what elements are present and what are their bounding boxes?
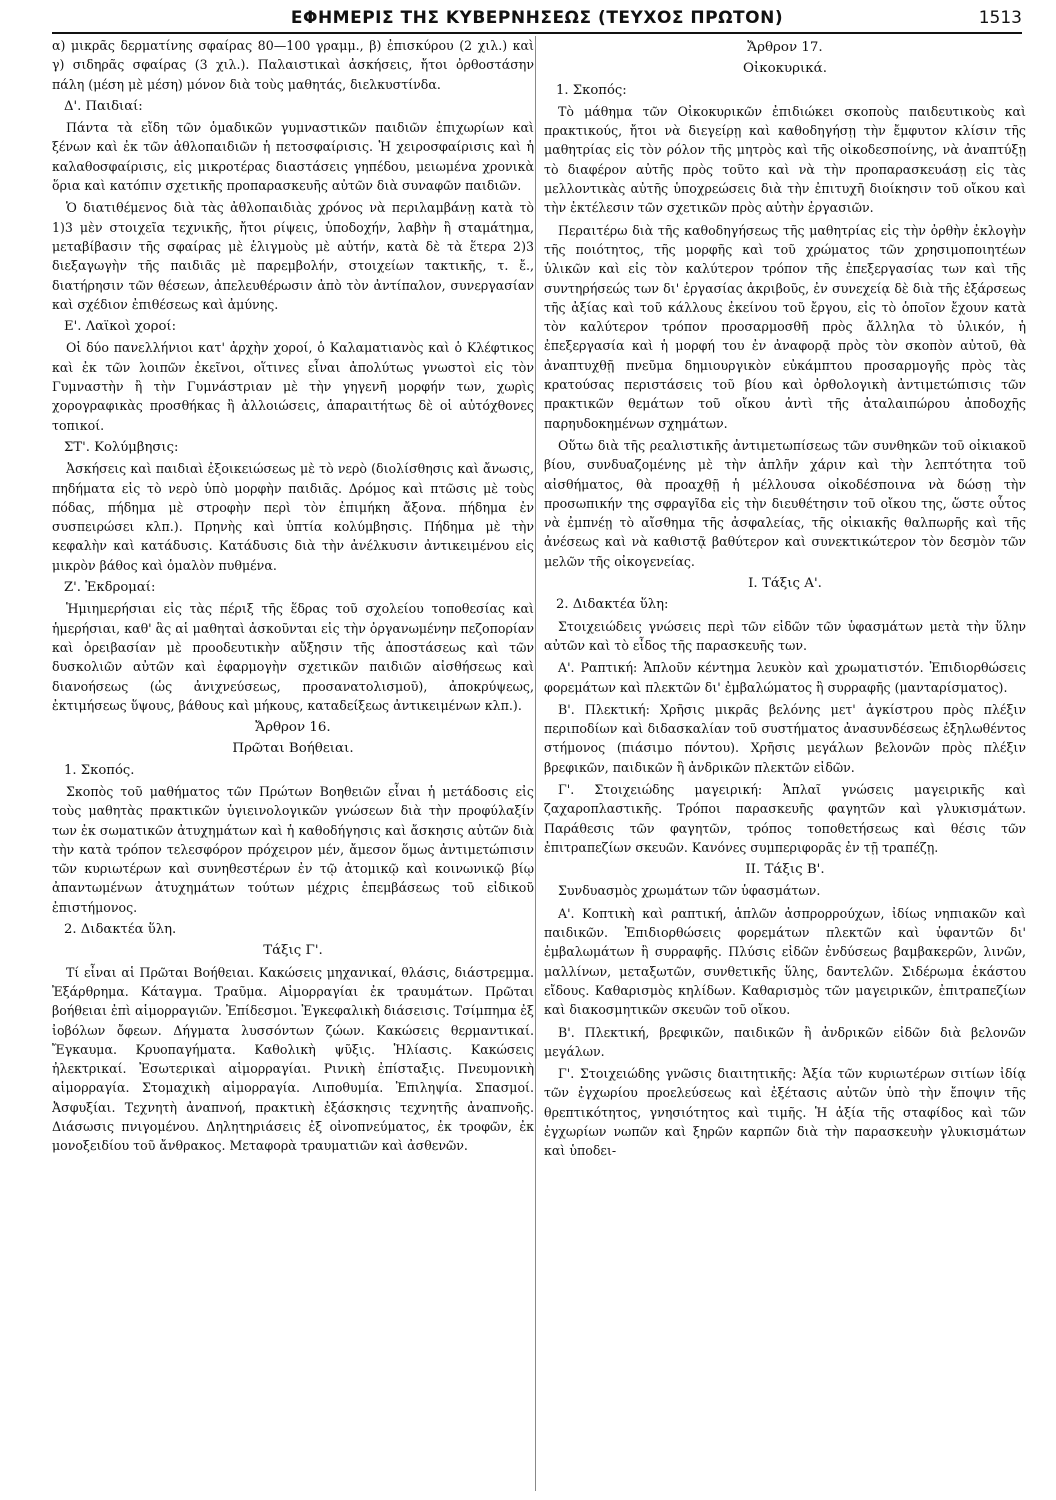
paragraph: Τὸ μάθημα τῶν Οἰκοκυρικῶν ἐπιδιώκει σκοποὺς παιδευτικοὺς καὶ πρακτικούς, ἤτοι νὰ διεγείρῃ καὶ καθοδηγήσῃ τὴν ἔμφυτον κλίσιν τῆς μαθητρίας εἰς τὸν ρόλον τῆς μητρὸς καὶ τῆς οἰκοδεσποίνης, νὰ ἀναπτύξῃ τὸ διαφέρον αὐτῆς πρὸς τοῦτο καὶ νὰ τὴν προπαρασκευάσῃ εἰς τὰς μελλοντικὰς αὐτῆς ὑποχρεώσεις διὰ τὴν ἐπιτυχῆ διοίκησιν τοῦ οἴκου καὶ τὴν ἐκτέλεσιν τῶν σχετικῶν πρὸς αὐτὴν ἐργασιῶν. xyxy=(544,103,1026,216)
paragraph: Γ'. Στοιχειώδης γνῶσις διαιτητικῆς: Ἀξία τῶν κυριωτέρων σιτίων ἰδίᾳ τῶν ἐγχωρίου προελεύσεως καὶ ἐξέτασις αὐτῶν ὑπὸ τὴν ἔποψιν τῆς θρεπτικότητος, γνησιότητος καὶ τιμῆς. Ἡ ἀξία τῆς σταφίδος καὶ τῶν ἐγχωρίων νωπῶν καὶ ξηρῶν καρπῶν διὰ τὴν παρασκευὴν γλυκισμάτων καὶ ὑποδει- xyxy=(544,1066,1026,1159)
paragraph: Σκοπὸς τοῦ μαθήματος τῶν Πρώτων Βοηθειῶν εἶναι ἡ μετάδοσις εἰς τοὺς μαθητὰς πρακτικῶν ὑγιεινολογικῶν γνώσεων διὰ τὴν προφύλαξίν των ἐκ σωματικῶν ἀτυχημάτων καὶ ἡ καθοδήγησις καὶ ἄσκησις αὐτῶν διὰ τὴν κατὰ τρόπον τελεσφόρον πρόχειρον μέν, ἄμεσον ὅμως ἀντιμετώπισιν τῶν κυριωτέρων καὶ συνηθεστέρων ἐν τῷ ἀτομικῷ καὶ κοινωνικῷ βίῳ ἀπαντωμένων ἀτυχημάτων τούτων μέχρις ἐπεμβάσεως τοῦ εἰδικοῦ ἐπιστήμονος. xyxy=(52,783,534,915)
paragraph: Γ'. Στοιχειώδης μαγειρική: Ἁπλαῖ γνώσεις μαγειρικῆς καὶ ζαχαροπλαστικῆς. Τρόποι παρασκευῆς φαγητῶν καὶ γλυκισμάτων. Παράθεσις τῶν φαγητῶν, τρόπος τοποθετήσεως καὶ θέσις τῶν ἐπιτραπεζίων σκευῶν. Κανόνες συμπεριφορᾶς ἐν τῇ τραπέζῃ. xyxy=(544,781,1026,855)
paragraph: Ἀσκήσεις καὶ παιδιαὶ ἐξοικειώσεως μὲ τὸ νερὸ (διολίσθησις καὶ ἄνωσις, πηδήματα εἰς τὸ νερὸ ὑπὸ μορφὴν παιδιᾶς. Δρόμος καὶ πτῶσις μὲ τοὺς πόδας, πήδημα μὲ στροφὴν περὶ τὸν ἐπιμήκη ἄξονα. πήδημα ἐν συσπειρώσει κλπ.). Πρηνὴς καὶ ὑπτία κολύμβησις. Πήδημα μὲ τὴν κεφαλὴν καὶ κατάδυσις. Κατάδυσις διὰ τὴν ἀνέλκυσιν ἀντικειμένου εἰς μικρὸν βάθος καὶ ὁμαλὸν πυθμένα. xyxy=(52,461,534,573)
paragraph: Τί εἶναι αἱ Πρῶται Βοήθειαι. Κακώσεις μηχανικαί, θλάσις, διάστρεμμα. Ἐξάρθρημα. Κάταγμα. Τραῦμα. Αἱμορραγίαι ἐκ τραυμάτων. Πρῶται βοήθειαι ἐπὶ αἱμορραγιῶν. Ἐπίδεσμοι. Ἐγκεφαλικὴ διάσεισις. Τσίμπημα ἐξ ἰοβόλων ὄφεων. Δήγματα λυσσόντων ζώων. Κακώσεις θερμαντικαί. Ἔγκαυμα. Κρυοπαγήματα. Καθολικὴ ψῦξις. Ἡλίασις. Κακώσεις ἠλεκτρικαί. Ἐσωτερικαὶ αἱμορραγίαι. Ρινικὴ ἐπίσταξις. Πνευμονικὴ αἱμορραγία. Στομαχικὴ αἱμορραγία. Λιποθυμία. Ἐπιληψία. Σπασμοί. Ἀσφυξίαι. Τεχνητὴ ἀναπνοή, πρακτικὴ ἐξάσκησις τεχνητῆς ἀναπνοῆς. Διάσωσις πνιγομένου. Δηλητηριάσεις ἐξ οἰνοπνεύματος, ἐκ τροφῶν, ἐκ μονοξειδίου τοῦ ἄνθρακος. Μεταφορὰ τραυματιῶν καὶ ἀσθενῶν. xyxy=(52,964,534,1154)
paragraph: Οἱ δύο πανελλήνιοι κατ' ἀρχὴν χοροί, ὁ Καλαματιανὸς καὶ ὁ Κλέφτικος καὶ ἐκ τῶν λοιπῶν ἐκεῖνοι, οἵτινες εἶναι ἀπολύτως γνωστοὶ εἰς τὸν Γυμναστὴν ἢ τὴν Γυμνάστριαν μὲ τὴν γηγενῆ μορφήν των, χωρὶς χορογραφικὰς προσθήκας ἢ ἀλλοιώσεις, ἀπαραιτήτως δὲ οἱ αὐτόχθονες τοπικοί. xyxy=(52,340,534,433)
gazette-title: ΕΦΗΜΕΡΙΣ ΤΗΣ ΚΥΒΕΡΝΗΣΕΩΣ (ΤΕΥΧΟΣ ΠΡΩΤΟΝ) xyxy=(290,8,784,28)
paragraph: Οὕτω διὰ τῆς ρεαλιστικῆς ἀντιμετωπίσεως τῶν συνθηκῶν τοῦ οἰκιακοῦ βίου, συνδυαζομένης μὲ τὴν ἁπλῆν χάριν καὶ τὴν λεπτότητα τοῦ αἰσθήματος, θὰ προαχθῇ ἡ μέλλουσα οἰκοδέσποινα νὰ δώσῃ τὴν προσωπικήν της σφραγῖδα εἰς τὴν διευθέτησιν τοῦ οἴκου της, ὥστε οὗτος νὰ ἐμπνέῃ τὸ αἴσθημα τῆς ἀσφαλείας, τῆς οἰκιακῆς θαλπωρῆς καὶ τῆς ἀνέσεως καὶ νὰ καθιστᾷ βαθύτερον καὶ συνεκτικώτερον τὸν δεσμὸν τῶν μελῶν τῆς οἰκογενείας. xyxy=(544,437,1026,569)
subsection-purpose: 1. Σκοπός: xyxy=(556,82,627,98)
article-16-title: Πρῶται Βοήθειαι. xyxy=(232,741,354,757)
subsection-purpose: 1. Σκοπός. xyxy=(64,762,135,778)
section-heading-z: Ζ'. Ἐκδρομαί: xyxy=(64,580,156,596)
paragraph: α) μικρᾶς δερματίνης σφαίρας 80—100 γραμμ., β) ἐπισκύρου (2 χιλ.) καὶ γ) σιδηρᾶς σφαίρας (3 χιλ.). Παλαιστικαὶ ἀσκήσεις, ἤτοι ὀρθοστάσην πάλη (μέση μὲ μέση) μόνον διὰ τοὺς μαθητάς, διελκυστίνδα. xyxy=(52,38,534,92)
section-heading-st: ΣΤ'. Κολύμβησις: xyxy=(64,439,179,455)
page-header xyxy=(52,6,1022,34)
article-16-number: Ἄρθρον 16. xyxy=(255,720,331,736)
page-number: 1513 xyxy=(978,8,1022,28)
paragraph: Συνδυασμὸς χρωμάτων τῶν ὑφασμάτων. xyxy=(558,883,821,899)
section-heading-d: Δ'. Παιδιαί: xyxy=(64,98,143,114)
class-c-heading: Τάξις Γ'. xyxy=(263,943,323,959)
article-17-number: Ἄρθρον 17. xyxy=(747,40,823,55)
paragraph: Β'. Πλεκτική, βρεφικῶν, παιδικῶν ἢ ἀνδρικῶν εἰδῶν διὰ βελονῶν μεγάλων. xyxy=(544,1024,1026,1059)
class-b-heading: II. Τάξις Β'. xyxy=(745,862,825,878)
article-17-title: Οἰκοκυρικά. xyxy=(743,61,827,77)
paragraph: Στοιχειώδεις γνώσεις περὶ τῶν εἰδῶν τῶν ὑφασμάτων μετὰ τὴν ὕλην αὐτῶν καὶ τὸ εἶδος τῆς παρασκευῆς των. xyxy=(544,618,1026,653)
subsection-material: 2. Διδακτέα ὕλη. xyxy=(64,922,177,938)
right-column xyxy=(544,36,1026,1164)
class-a-heading: I. Τάξις Α'. xyxy=(748,576,822,592)
subsection-material: 2. Διδακτέα ὕλη: xyxy=(556,597,669,613)
paragraph: Περαιτέρω διὰ τῆς καθοδηγήσεως τῆς μαθητρίας εἰς τὴν ὀρθὴν ἐκλογὴν τῆς ποιότητος, τῆς μορφῆς καὶ τοῦ χρώματος τῶν χρησιμοποιητέων ὑλικῶν καὶ εἰς τὸν καλύτερον τρόπον τῆς ἐπεξεργασίας των καὶ τῆς συντηρήσεώς των δι' ἐργασίας ἀκριβοῦς, ἐν συνεχείᾳ δὲ διὰ τῆς ἐξάρσεως τῆς ἀξίας καὶ τοῦ κάλλους ἐκείνου τοῦ ἔργου, εἰς τὸ ὁποῖον ἔχουν κατὰ τὸν καλύτερον τρόπον προσαρμοσθῆ πρὸς ἄλληλα τὸ ὑλικόν, ἡ ἐπεξεργασία καὶ ἡ μορφή του ἐν ἀναφορᾷ πρὸς τὸν σκοπὸν αὐτοῦ, θὰ ἀναπτυχθῇ πνεῦμα δημιουργικὸν εὐκάμπτου προσαρμογῆς πρὸς τὰς κρατούσας περιστάσεις τοῦ βίου καὶ ὀρθολογικὴ ἀντιμετώπισις τῶν πρακτικῶν θεμάτων τοῦ οἴκου ἀντὶ τῆς ἀταλαιπώρου ἀποδοχῆς παρηυδοκημένων σχημάτων. xyxy=(544,222,1026,431)
paragraph: Πάντα τὰ εἴδη τῶν ὁμαδικῶν γυμναστικῶν παιδιῶν ἐπιχωρίων καὶ ξένων καὶ ἐκ τῶν ἀθλοπαιδιῶν ἡ πετοσφαίρισις. Ἡ χειροσφαίρισις καὶ ἡ καλαθοσφαίρισις, εἰς μικροτέρας διαστάσεις γηπέδου, μειωμένα χρονικὰ ὅρια καὶ κατόπιν σχετικῆς προπαρασκευῆς αὐτῶν διὰ συναφῶν παιδιῶν. xyxy=(52,120,534,194)
paragraph: Ὁ διατιθέμενος διὰ τὰς ἀθλοπαιδιὰς χρόνος νὰ περιλαμβάνῃ κατὰ τὸ 1)3 μὲν στοιχεῖα τεχνικῆς, ἤτοι ρίψεις, ὑποδοχήν, λαβὴν ἢ σταμάτημα, μεταβίβασιν τῆς σφαίρας μὲ ἑλιγμοὺς μὲ αὐτήν, κατὰ δὲ τὰ ἕτερα 2)3 διεξαγωγὴν τῆς παιδιᾶς μὲ παρεμβολήν, στοιχείων τακτικῆς, τ. ἔ., διατήρησιν τῶν θέσεων, ἀπελευθέρωσιν ἀπὸ τὸν ἀντίπαλον, συνεργασίαν καὶ σχέδιον ἐπιθέσεως καὶ ἀμύνης. xyxy=(52,200,534,312)
paragraph: Β'. Πλεκτική: Χρῆσις μικρᾶς βελόνης μετ' ἀγκίστρου πρὸς πλέξιν περιποδίων καὶ διδασκαλίαν τοῦ συστήματος ἀνασυνδέσεως ἐξηλωθέντος στήμονος (πιάσιμο πόντου). Χρῆσις μεγάλων βελονῶν πρὸς πλέξιν βρεφικῶν, παιδικῶν ἢ ἀνδρικῶν πλεκτῶν εἰδῶν. xyxy=(544,701,1026,775)
paragraph: Ἡμιημερήσιαι εἰς τὰς πέριξ τῆς ἕδρας τοῦ σχολείου τοποθεσίας καὶ ἡμερήσιαι, καθ' ἃς αἱ μαθηταὶ ἀσκοῦνται εἰς τὴν ὀργανωμένην πεζοπορίαν καὶ ὀρειβασίαν μὲ προοδευτικὴν αὔξησιν τῆς ἀποστάσεως καὶ τῶν δυσκολιῶν αὐτῶν καὶ ἐφαρμογὴν σχετικῶν παιδιῶν αἰσθήσεως καὶ διανοήσεως (ὡς ἀνιχνεύσεως, προσανατολισμοῦ), ἀποκρύψεως, ἐκτιμήσεως ὕψους, βάθους καὶ μήκους, καταδείξεως ἀντικειμένων κλπ.). xyxy=(52,601,534,713)
section-heading-e: Ε'. Λαϊκοὶ χοροί: xyxy=(64,319,177,335)
column-divider xyxy=(535,36,536,1491)
paragraph: Α'. Κοπτικὴ καὶ ραπτική, ἁπλῶν ἀσπρορρούχων, ἰδίως νηπιακῶν καὶ παιδικῶν. Ἐπιδιορθώσεις φορεμάτων πλεκτῶν καὶ ὑφαντῶν δι' ἐμβαλωμάτων ἢ συρραφῆς. Πλύσις εἰδῶν ἐνδύσεως βαμβακερῶν, λινῶν, μαλλίνων, μεταξωτῶν, συνθετικῆς ὕλης, δαντελῶν. Σιδέρωμα ἑκάστου εἴδους. Καθαρισμὸς κηλίδων. Καθαρισμὸς τῶν μαγειρικῶν, ἐπιτραπεζίων καὶ διακοσμητικῶν σκευῶν τοῦ οἴκου. xyxy=(544,905,1026,1018)
paragraph: Α'. Ραπτική: Ἁπλοῦν κέντημα λευκὸν καὶ χρωματιστόν. Ἐπιδιορθώσεις φορεμάτων καὶ πλεκτῶν δι' ἐμβαλώματος ἢ συρραφῆς (μανταρίσματος). xyxy=(544,660,1026,695)
left-column xyxy=(52,36,534,1159)
